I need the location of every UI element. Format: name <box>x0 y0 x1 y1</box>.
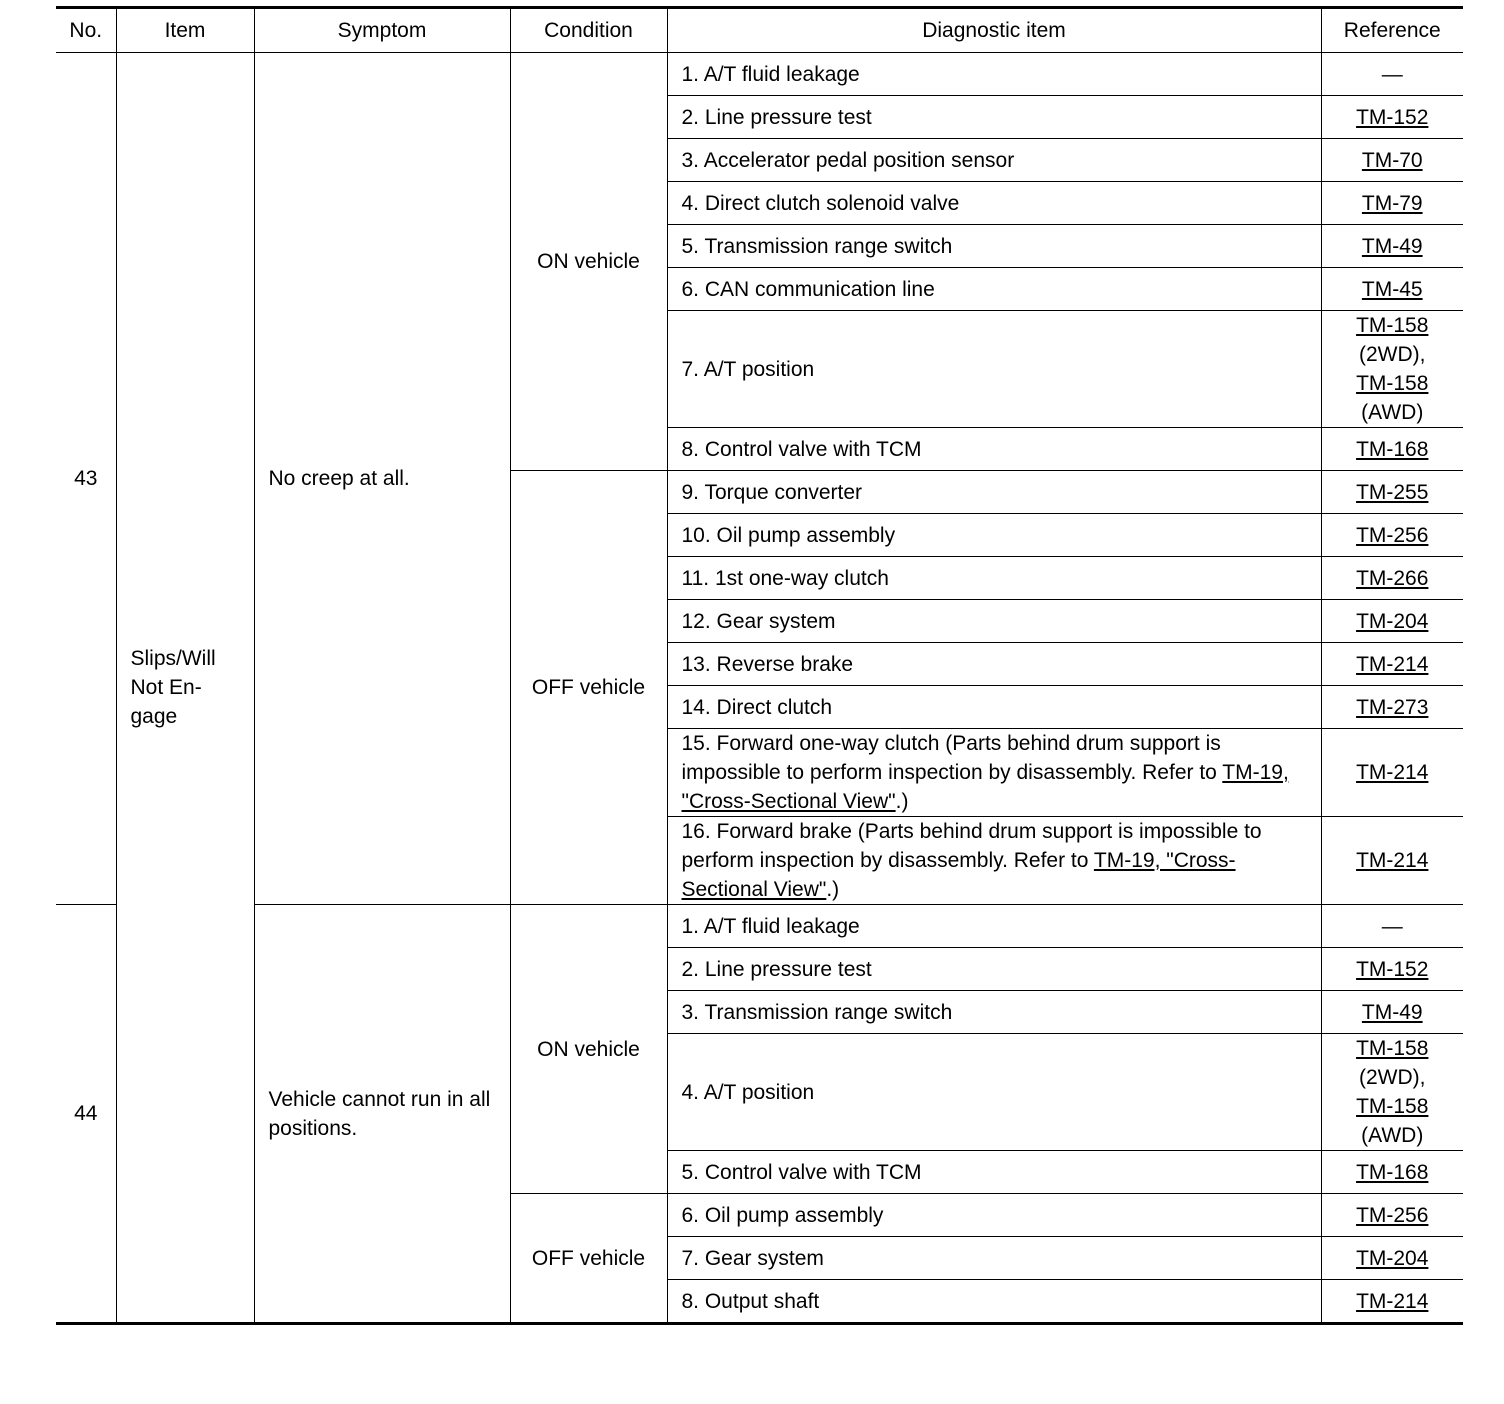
diagnostic-item: 7. Gear system <box>667 1237 1321 1280</box>
reference-cell <box>1321 139 1463 182</box>
condition-on-vehicle: ON vehicle <box>510 905 667 1194</box>
reference-cell <box>1321 600 1463 643</box>
reference-link-2wd[interactable]: TM-158 <box>1356 314 1429 337</box>
reference-cell <box>1321 1151 1463 1194</box>
diagnostic-item: 8. Control valve with TCM <box>667 428 1321 471</box>
reference-link[interactable]: TM-79 <box>1361 191 1423 215</box>
item-cell <box>116 53 254 1324</box>
reference-cell <box>1321 96 1463 139</box>
reference-link[interactable]: TM-152 <box>1356 105 1429 129</box>
table-body <box>56 53 1463 1324</box>
diagnostic-item: 6. Oil pump assembly <box>667 1194 1321 1237</box>
reference-cell <box>1321 53 1463 96</box>
reference-cell <box>1321 991 1463 1034</box>
reference-cell: TM-158 (2WD), TM-158 (AWD) <box>1321 311 1463 428</box>
case-number: 44 <box>56 905 116 1324</box>
diagnostic-item: 2. Line pressure test <box>667 96 1321 139</box>
reference-cell <box>1321 182 1463 225</box>
diagnostic-item: 5. Control valve with TCM <box>667 1151 1321 1194</box>
diagnostic-item: 8. Output shaft <box>667 1280 1321 1324</box>
reference-link[interactable]: TM-168 <box>1356 1160 1429 1184</box>
header-row <box>56 8 1463 53</box>
diagnostic-item: 11. 1st one-way clutch <box>667 557 1321 600</box>
diagnostic-item: 4. A/T position <box>667 1034 1321 1151</box>
reference-link[interactable]: TM-70 <box>1361 148 1423 172</box>
reference-cell <box>1321 1194 1463 1237</box>
diagnostic-item: 9. Torque converter <box>667 471 1321 514</box>
diagnostic-item: 5. Transmission range switch <box>667 225 1321 268</box>
reference-link[interactable]: TM-214 <box>1356 761 1429 784</box>
reference-link[interactable]: TM-256 <box>1356 523 1429 547</box>
reference-cell <box>1321 1280 1463 1324</box>
reference-cell <box>1321 268 1463 311</box>
reference-cell: TM-158 (2WD), TM-158 (AWD) <box>1321 1034 1463 1151</box>
header-no: No. <box>56 8 116 53</box>
diagnostic-item: 1. A/T fluid leakage <box>667 905 1321 948</box>
reference-cell <box>1321 471 1463 514</box>
diagnostic-item: 3. Accelerator pedal position sensor <box>667 139 1321 182</box>
reference-link[interactable]: TM-168 <box>1356 437 1429 461</box>
reference-cell <box>1321 729 1463 817</box>
header-symptom: Symptom <box>254 8 510 53</box>
symptom-cell: Vehicle cannot run in all positions. <box>254 905 510 1324</box>
no-reference-dash: — <box>1381 914 1403 938</box>
condition-off-vehicle: OFF vehicle <box>510 1194 667 1324</box>
reference-link[interactable]: TM-204 <box>1356 1246 1429 1270</box>
reference-link[interactable]: TM-152 <box>1356 957 1429 981</box>
reference-cell <box>1321 557 1463 600</box>
diagnostic-item: 7. A/T position <box>667 311 1321 428</box>
reference-cell <box>1321 948 1463 991</box>
diagnostic-item: 14. Direct clutch <box>667 686 1321 729</box>
cross-sectional-view-link[interactable]: TM-19, "Cross-Sectional View" <box>681 761 1289 813</box>
case-number: 43 <box>56 53 116 905</box>
diagnostic-item: 15. Forward one-way clutch (Parts behind drum support is impossible to perform inspection by disassembly. Refer to TM-19, "Cross-Sectional View".) <box>667 729 1321 817</box>
header-diagnostic-item: Diagnostic item <box>667 8 1321 53</box>
diagnostic-item: 1. A/T fluid leakage <box>667 53 1321 96</box>
reference-cell <box>1321 428 1463 471</box>
reference-link[interactable]: TM-214 <box>1356 652 1429 676</box>
table-row <box>56 53 1463 96</box>
reference-cell <box>1321 225 1463 268</box>
table-row <box>56 905 1463 948</box>
symptom-cell: No creep at all. <box>254 53 510 905</box>
reference-cell <box>1321 1237 1463 1280</box>
reference-cell <box>1321 643 1463 686</box>
reference-link[interactable]: TM-256 <box>1356 1203 1429 1227</box>
reference-link-2wd[interactable]: TM-158 <box>1356 1037 1429 1060</box>
header-item: Item <box>116 8 254 53</box>
reference-cell <box>1321 686 1463 729</box>
reference-link[interactable]: TM-266 <box>1356 566 1429 590</box>
no-reference-dash: — <box>1381 62 1403 86</box>
reference-link[interactable]: TM-204 <box>1356 609 1429 633</box>
reference-cell <box>1321 514 1463 557</box>
diagnostic-item: 6. CAN communication line <box>667 268 1321 311</box>
diagnostic-item: 12. Gear system <box>667 600 1321 643</box>
diagnostic-item: 13. Reverse brake <box>667 643 1321 686</box>
reference-link[interactable]: TM-255 <box>1356 480 1429 504</box>
diagnostic-item: 3. Transmission range switch <box>667 991 1321 1034</box>
reference-link[interactable]: TM-49 <box>1361 234 1423 258</box>
diagnostic-item: 16. Forward brake (Parts behind drum support is impossible to perform inspection by disassembly. Refer to TM-19, "Cross-Sectional View".) <box>667 817 1321 905</box>
diagnostic-item: 4. Direct clutch solenoid valve <box>667 182 1321 225</box>
condition-off-vehicle: OFF vehicle <box>510 471 667 905</box>
item-label: Slips/Will Not En- gage <box>130 647 216 728</box>
diagnostic-item: 2. Line pressure test <box>667 948 1321 991</box>
reference-cell <box>1321 905 1463 948</box>
reference-link[interactable]: TM-214 <box>1356 1289 1429 1313</box>
header-condition: Condition <box>510 8 667 53</box>
diagnosis-table <box>56 6 1463 1325</box>
reference-link-awd[interactable]: TM-158 <box>1356 372 1429 395</box>
diagnostic-item: 10. Oil pump assembly <box>667 514 1321 557</box>
reference-link[interactable]: TM-214 <box>1356 849 1429 872</box>
reference-link[interactable]: TM-45 <box>1361 277 1423 301</box>
cross-sectional-view-link[interactable]: TM-19, "Cross-Sectional View" <box>681 849 1236 901</box>
reference-link[interactable]: TM-49 <box>1361 1000 1423 1024</box>
reference-cell <box>1321 817 1463 905</box>
header-reference: Reference <box>1321 8 1463 53</box>
condition-on-vehicle: ON vehicle <box>510 53 667 471</box>
reference-link[interactable]: TM-273 <box>1356 695 1429 719</box>
reference-link-awd[interactable]: TM-158 <box>1356 1095 1429 1118</box>
